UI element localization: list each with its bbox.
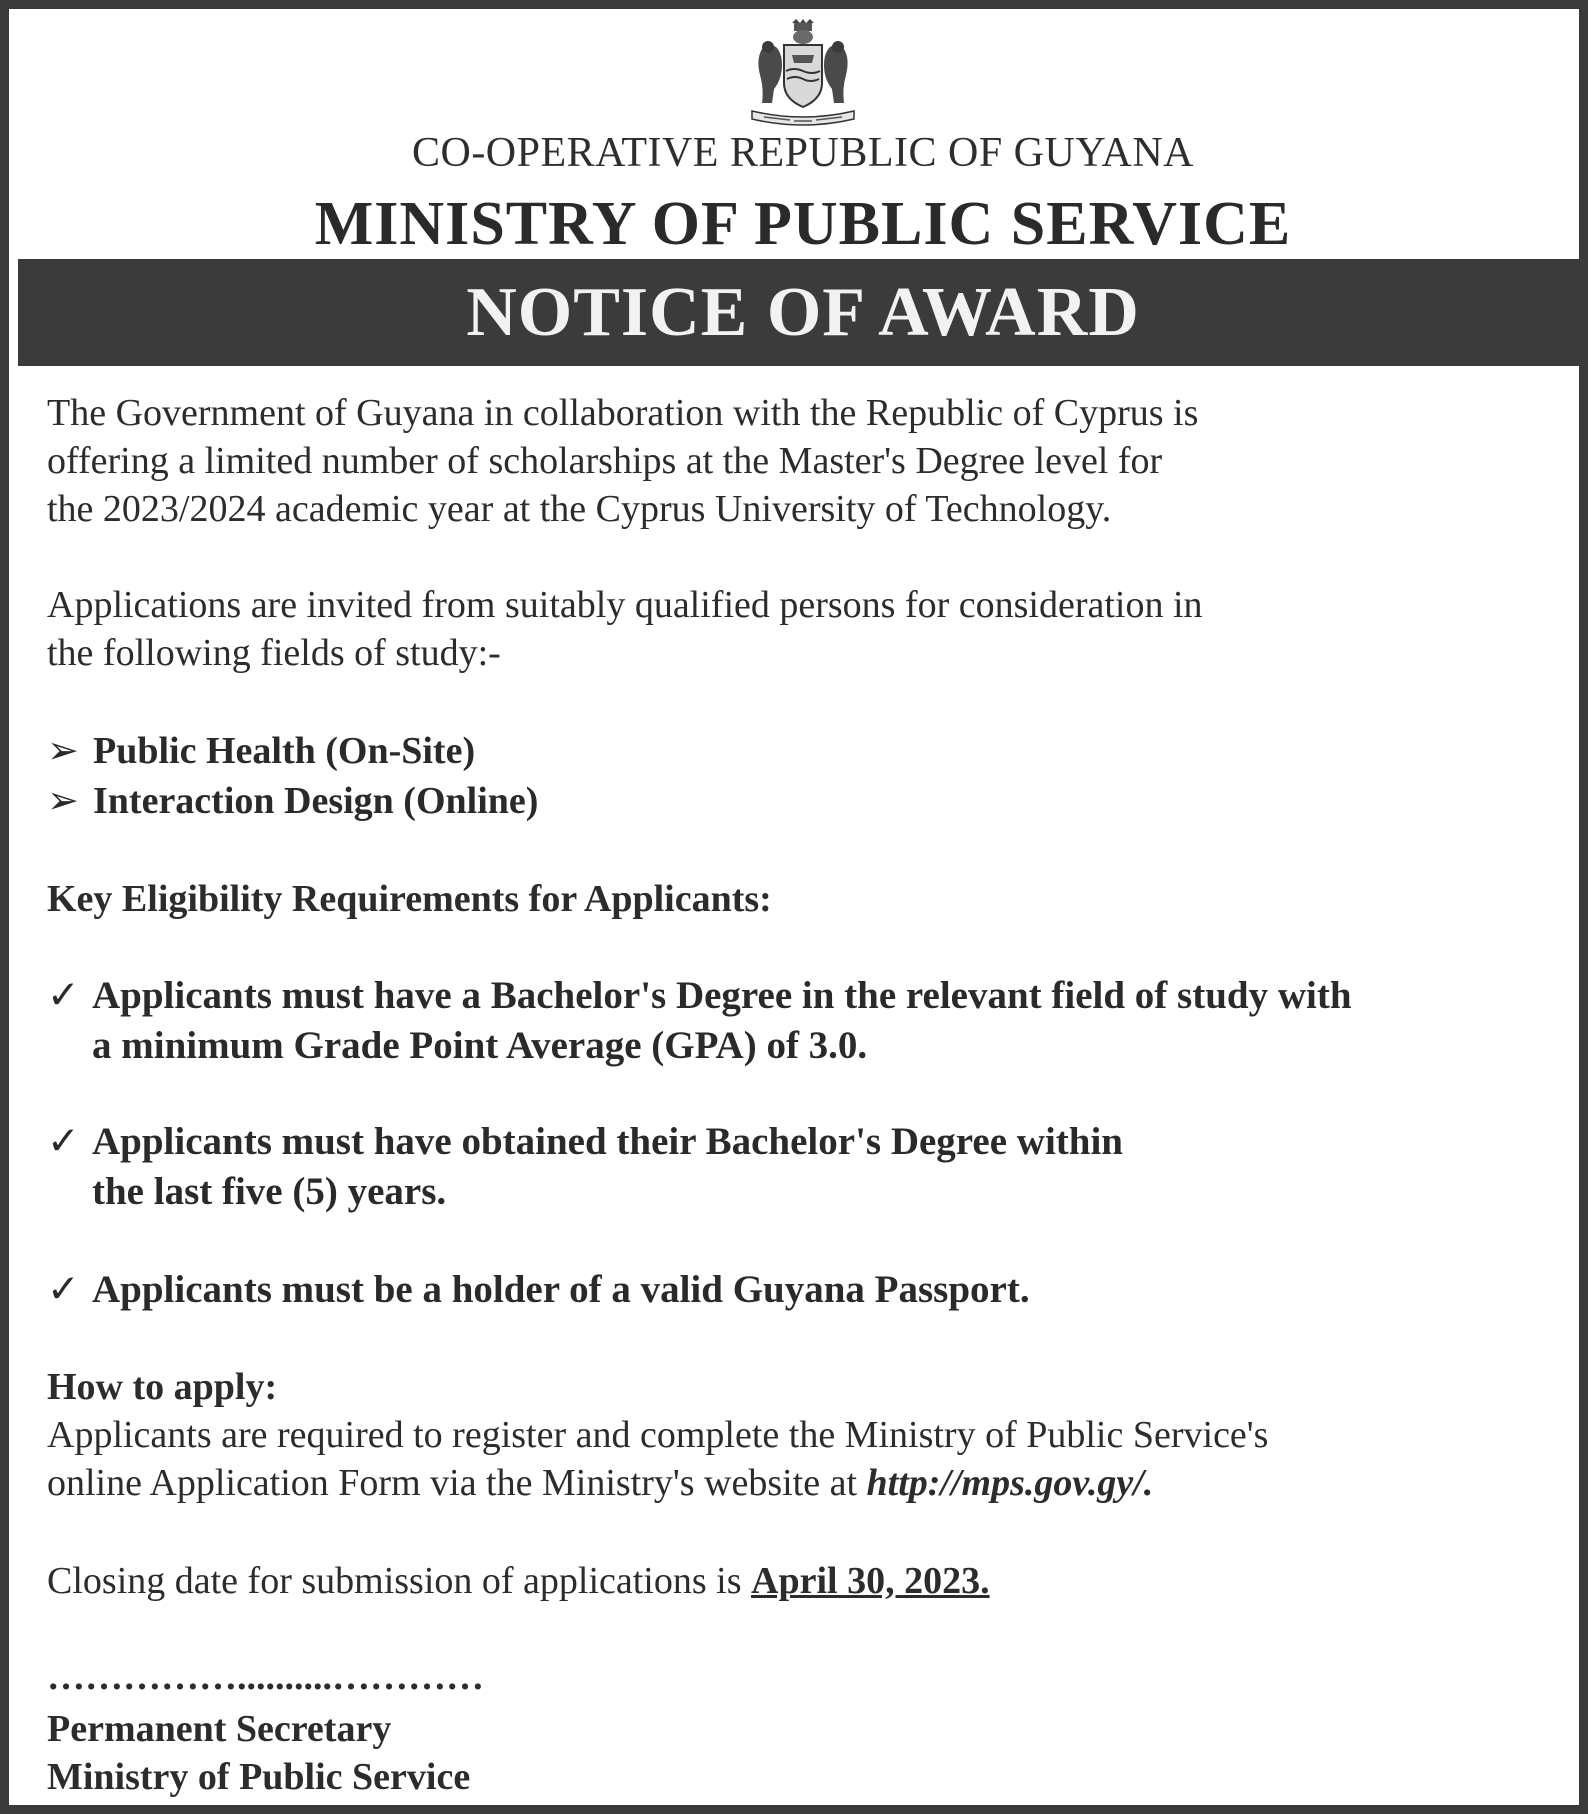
- eligibility-line: Applicants must be a holder of a valid Guyana Passport.: [92, 1268, 1030, 1311]
- intro-line-3: the 2023/2024 academic year at the Cyprus University of Technology.: [47, 488, 1112, 530]
- eligibility-line: Applicants must have obtained their Bachelor's Degree within: [92, 1120, 1123, 1163]
- signature-line: ……………..........…………: [47, 1656, 484, 1698]
- eligibility-heading: Key Eligibility Requirements for Applicants:: [47, 878, 772, 920]
- field-label: Interaction Design (Online): [93, 780, 539, 822]
- intro-line-2: offering a limited number of scholarships at the Master's Degree level for: [47, 440, 1163, 482]
- country-name: CO-OPERATIVE REPUBLIC OF GUYANA: [411, 130, 1195, 176]
- checkmark-icon: ✓: [47, 974, 80, 1017]
- guyana-coat-of-arms-icon: [742, 19, 864, 131]
- field-item: [47, 777, 538, 825]
- field-item: [47, 727, 475, 775]
- closing-date: April 30, 2023.: [751, 1560, 990, 1602]
- signatory-title: Permanent Secretary: [47, 1708, 392, 1750]
- apply-line-2: [47, 1459, 1153, 1507]
- checkmark-icon: ✓: [47, 1120, 80, 1163]
- arrow-bullet-icon: ➢: [47, 730, 79, 772]
- invite-line-1: Applications are invited from suitably qualified persons for consideration in: [47, 584, 1203, 626]
- checkmark-icon: ✓: [47, 1268, 80, 1311]
- eligibility-line: Applicants must have a Bachelor's Degree in the relevant field of study with: [92, 974, 1352, 1017]
- apply-line-2-prefix: online Application Form via the Ministry's website at: [47, 1462, 867, 1504]
- closing-line: [47, 1557, 990, 1605]
- closing-prefix: Closing date for submission of applications is: [47, 1560, 752, 1602]
- intro-line-1: The Government of Guyana in collaboration with the Republic of Cyprus is: [47, 392, 1199, 434]
- signatory-org: Ministry of Public Service: [47, 1756, 471, 1798]
- eligibility-line: the last five (5) years.: [92, 1170, 447, 1213]
- eligibility-item: [47, 1265, 1567, 1315]
- apply-line-1: Applicants are required to register and complete the Ministry of Public Service's: [47, 1414, 1269, 1456]
- field-label: Public Health (On-Site): [93, 730, 476, 772]
- notice-title-banner: [18, 259, 1588, 366]
- notice-title: NOTICE OF AWARD: [466, 273, 1140, 351]
- eligibility-line: a minimum Grade Point Average (GPA) of 3.0.: [92, 1024, 868, 1067]
- invite-line-2: the following fields of study:-: [47, 632, 501, 674]
- eligibility-item: [47, 1117, 1567, 1217]
- ministry-name: MINISTRY OF PUBLIC SERVICE: [314, 190, 1292, 258]
- eligibility-item: [47, 971, 1567, 1071]
- website-link[interactable]: http://mps.gov.gy/.: [866, 1462, 1154, 1504]
- apply-heading: How to apply:: [47, 1366, 278, 1408]
- arrow-bullet-icon: ➢: [47, 780, 79, 822]
